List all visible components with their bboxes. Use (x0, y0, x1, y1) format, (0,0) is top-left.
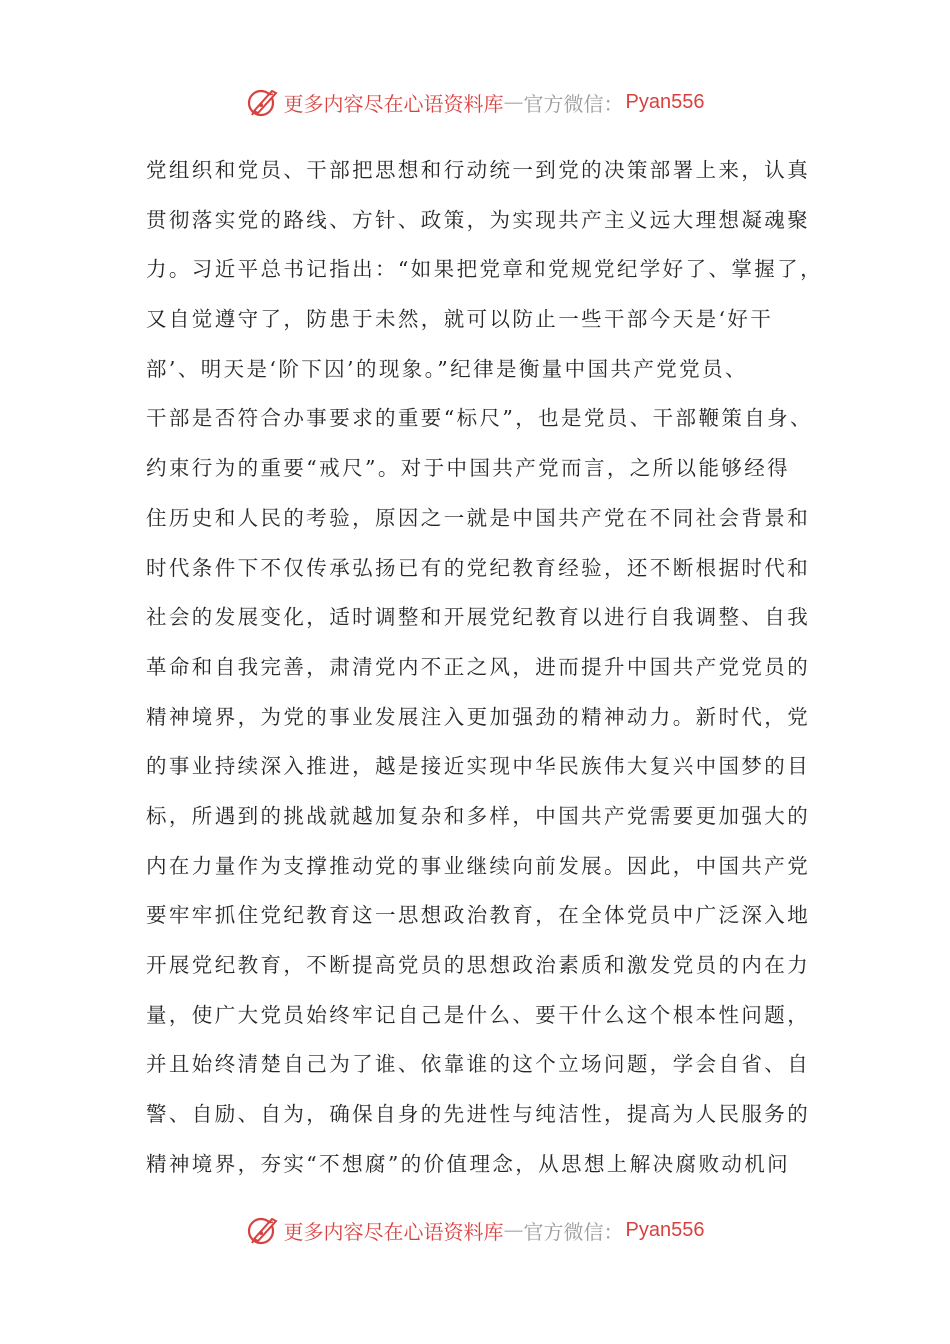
document-body (146, 146, 823, 1189)
body-line: 内在力量作为支撑推动党的事业继续向前发展。因此，中国共产党 (146, 853, 811, 878)
body-line: 约束行为的重要“戒尺”。对于中国共产党而言，之所以能够经得 (146, 456, 791, 481)
body-line: 住历史和人民的考验，原因之一就是中国共产党在不同社会背景和 (146, 505, 811, 530)
header-wechat-id: Pyan556 (625, 90, 705, 113)
header-banner (0, 82, 950, 122)
footer-wechat-id: Pyan556 (625, 1218, 705, 1241)
body-line: 贯彻落实党的路线、方针、政策，为实现共产主义远大理想凝魂聚 (146, 207, 811, 232)
body-line: 时代条件下不仅传承弘扬已有的党纪教育经验，还不断根据时代和 (146, 555, 811, 580)
header-wechat-label: 官方微信： (523, 91, 624, 116)
footer-banner (0, 1210, 950, 1250)
body-line: 开展党纪教育，不断提高党员的思想政治素质和激发党员的内在力 (146, 953, 811, 977)
footer-wechat-label: 官方微信： (523, 1219, 624, 1244)
body-line: 力。习近平总书记指出：“如果把党章和党规党纪学好了、掌握了， (146, 257, 823, 282)
body-line: 革命和自我完善，肃清党内不正之风，进而提升中国共产党党员的 (146, 654, 811, 679)
body-line: 量，使广大党员始终牢记自己是什么、要干什么这个根本性问题， (146, 1002, 811, 1027)
body-line: 精神境界，为党的事业发展注入更加强劲的精神动力。新时代，党 (146, 704, 811, 729)
footer-brand-text: 更多内容尽在心语资料库 (283, 1219, 504, 1244)
body-line: 社会的发展变化，适时调整和开展党纪教育以进行自我调整、自我 (146, 605, 811, 630)
header-separator: — (503, 90, 524, 114)
quill-logo-icon (246, 1213, 280, 1247)
quill-logo-icon (246, 85, 280, 119)
body-line: 要牢牢抓住党纪教育这一思想政治教育，在全体党员中广泛深入地 (146, 903, 811, 928)
body-line: 又自觉遵守了，防患于未然，就可以防止一些干部今天是‘好干 (146, 307, 774, 332)
body-line: 警、自励、自为，确保自身的先进性与纯洁性，提高为人民服务的 (146, 1102, 811, 1127)
body-line: 的事业持续深入推进，越是接近实现中华民族伟大复兴中国梦的目 (146, 754, 811, 779)
body-line: 干部是否符合办事要求的重要“标尺”，也是党员、干部鞭策自身、 (146, 406, 813, 431)
body-line: 标，所遇到的挑战就越加复杂和多样，中国共产党需要更加强大的 (146, 803, 811, 828)
body-line: 部’、明天是‘阶下囚’的现象。”纪律是衡量中国共产党党员、 (146, 356, 748, 381)
body-line: 党组织和党员、干部把思想和行动统一到党的决策部署上来，认真 (146, 158, 811, 182)
header-brand-text: 更多内容尽在心语资料库 (283, 91, 504, 116)
body-line: 精神境界，夯实“不想腐”的价值理念，从思想上解决腐败动机问 (146, 1151, 791, 1176)
body-line: 并且始终清楚自己为了谁、依靠谁的这个立场问题，学会自省、自 (146, 1052, 811, 1077)
footer-separator: — (503, 1218, 524, 1242)
